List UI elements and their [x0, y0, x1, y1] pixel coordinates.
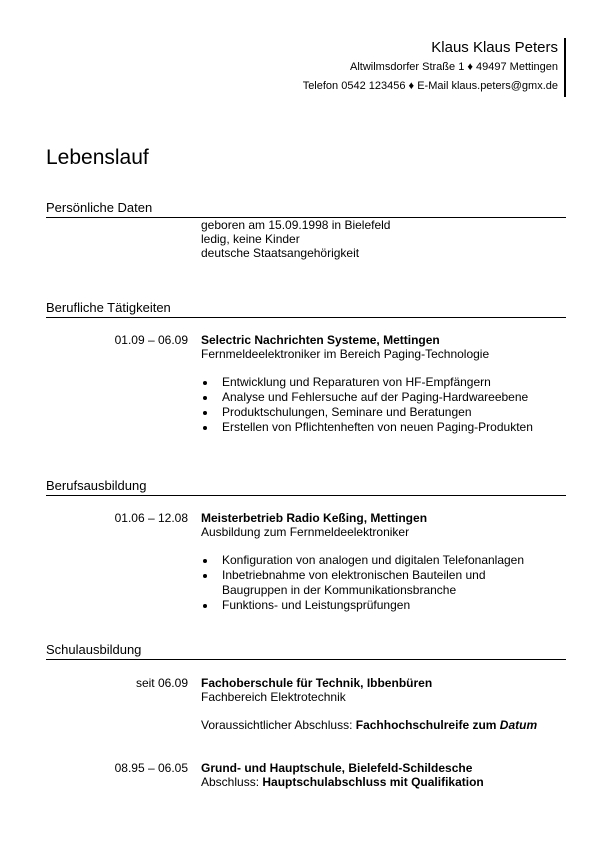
section-school — [46, 642, 566, 789]
contact-header — [228, 38, 566, 97]
employer-name: Meisterbetrieb Radio Keßing, Mettingen — [201, 511, 428, 525]
degree-label: Voraussichtlicher Abschluss: — [201, 718, 353, 732]
list-item: Funktions- und Leistungsprüfungen — [201, 598, 566, 613]
phone-label: Telefon — [302, 80, 339, 92]
task-list — [201, 553, 566, 613]
section-heading: Berufsausbildung — [46, 478, 566, 496]
degree-value: Fachhochschulreife zum — [355, 718, 497, 732]
work-entry — [46, 333, 566, 435]
section-personal — [46, 200, 566, 260]
separator-icon: ♦ — [408, 80, 415, 92]
entry-date: 01.06 – 12.08 — [114, 511, 188, 525]
email-address: klaus.peters@gmx.de — [451, 80, 558, 92]
school-name: Grund- und Hauptschule, Bielefeld-Schildesche — [201, 761, 473, 775]
expected-degree — [201, 718, 566, 732]
contact-line — [228, 77, 558, 96]
applicant-address: Altwilmsdorfer Straße 1 ♦ 49497 Mettingen — [350, 61, 558, 73]
job-role: Ausbildung zum Fernmeldeelektroniker — [201, 525, 410, 539]
school-entry — [46, 761, 566, 789]
school-detail: Fachbereich Elektrotechnik — [201, 690, 346, 704]
personal-details — [46, 218, 566, 260]
entry-date: seit 06.09 — [135, 676, 188, 690]
list-item: Erstellen von Pflichtenheften von neuen Paging-Produkten — [201, 420, 566, 435]
list-item: Konfiguration von analogen und digitalen Telefonanlagen — [201, 553, 566, 568]
list-item: Inbetriebnahme von elektronischen Bauteilen und Baugruppen in der Kommunikationsbranche — [201, 568, 522, 598]
list-item: Produktschulungen, Seminare und Beratungen — [201, 405, 566, 420]
document-title: Lebenslauf — [46, 146, 149, 169]
task-list — [201, 375, 566, 435]
list-item: Entwicklung und Reparaturen von HF-Empfängern — [201, 375, 566, 390]
section-heading: Persönliche Daten — [46, 200, 566, 218]
job-role: Fernmeldeelektroniker im Bereich Paging-Technologie — [201, 347, 490, 361]
section-heading: Schulausbildung — [46, 642, 566, 660]
degree-label: Abschluss: — [201, 775, 260, 789]
entry-date: 01.09 – 06.09 — [114, 333, 188, 347]
marital-line: ledig, keine Kinder — [201, 232, 300, 246]
list-item: Analyse und Fehlersuche auf der Paging-Hardwareebene — [201, 390, 566, 405]
entry-date: 08.95 – 06.05 — [114, 761, 188, 775]
section-heading: Berufliche Tätigkeiten — [46, 300, 566, 318]
school-entry — [46, 676, 566, 732]
email-label: E-Mail — [417, 80, 449, 92]
nationality-line: deutsche Staatsangehörigkeit — [201, 246, 360, 260]
section-work — [46, 300, 566, 435]
training-entry — [46, 511, 566, 613]
section-training — [46, 478, 566, 613]
employer-name: Selectric Nachrichten Systeme, Mettingen — [201, 333, 440, 347]
degree-date-placeholder: Datum — [499, 718, 538, 732]
phone-number: 0542 123456 — [341, 80, 406, 92]
applicant-name: Klaus Klaus Peters — [431, 39, 558, 56]
degree-value: Hauptschulabschluss mit Qualifikation — [262, 775, 484, 789]
birth-line: geboren am 15.09.1998 in Bielefeld — [201, 218, 391, 232]
school-name: Fachoberschule für Technik, Ibbenbüren — [201, 676, 433, 690]
degree-line — [201, 775, 566, 789]
